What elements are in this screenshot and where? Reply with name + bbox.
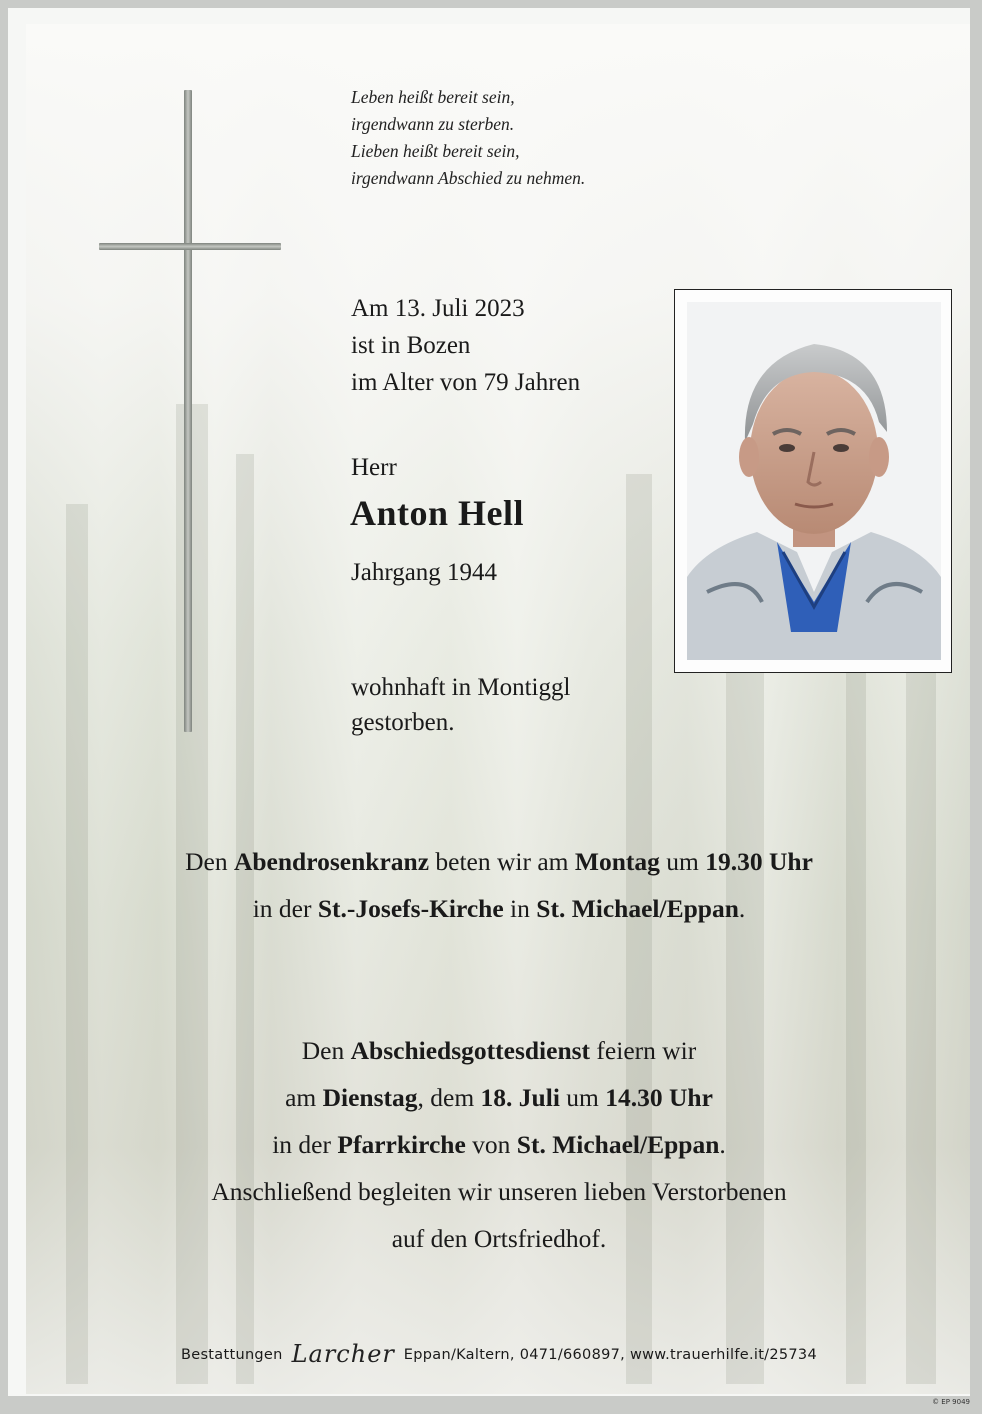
portrait-image <box>687 302 941 660</box>
residence <box>351 670 570 740</box>
deceased-name: Anton Hell <box>350 493 525 533</box>
portrait-frame <box>674 289 952 673</box>
birth-year: Jahrgang 1944 <box>351 559 498 586</box>
poem-line: Leben heißt bereit sein, <box>351 87 515 107</box>
service-line: in der Pfarrkirche von St. Michael/Eppan. <box>272 1130 726 1159</box>
rosary-paragraph <box>8 838 970 932</box>
rosary-line: in der St.-Josefs-Kirche in St. Michael/Eppan. <box>252 894 746 923</box>
funeral-home-logo: Larcher <box>291 1340 395 1368</box>
portrait-photo <box>687 302 941 660</box>
poem-line: irgendwann Abschied zu nehmen. <box>351 168 586 188</box>
funeral-home-footer <box>8 1340 970 1368</box>
poem <box>351 84 731 192</box>
footer-contact: Eppan/Kaltern, 0471/660897, www.trauerhilfe.it/25734 <box>403 1347 817 1363</box>
honorific: Herr <box>351 454 397 481</box>
copyright-mark: © EP 9049 <box>932 1398 970 1406</box>
obituary-card <box>8 8 970 1396</box>
residence-line: gestorben. <box>351 709 455 736</box>
poem-line: Lieben heißt bereit sein, <box>351 141 520 161</box>
cross-bar <box>99 243 281 250</box>
death-place: ist in Bozen <box>351 332 471 359</box>
cross-icon <box>184 90 192 732</box>
service-line: Den Abschiedsgottesdienst feiern wir <box>301 1036 697 1065</box>
residence-line: wohnhaft in Montiggl <box>351 674 571 701</box>
poem-line: irgendwann zu sterben. <box>351 114 515 134</box>
death-date: Am 13. Juli 2023 <box>351 295 525 322</box>
service-line: Anschließend begleiten wir unseren lieben Verstorbenen <box>211 1177 787 1206</box>
age: im Alter von 79 Jahren <box>351 369 581 396</box>
death-notice-intro <box>351 290 671 401</box>
service-line: auf den Ortsfriedhof. <box>391 1224 607 1253</box>
rosary-line: Den Abendrosenkranz beten wir am Montag um 19.30 Uhr <box>185 847 813 876</box>
funeral-service-paragraph <box>8 1027 970 1262</box>
service-line: am Dienstag, dem 18. Juli um 14.30 Uhr <box>285 1083 713 1112</box>
footer-prefix: Bestattungen <box>180 1347 283 1363</box>
